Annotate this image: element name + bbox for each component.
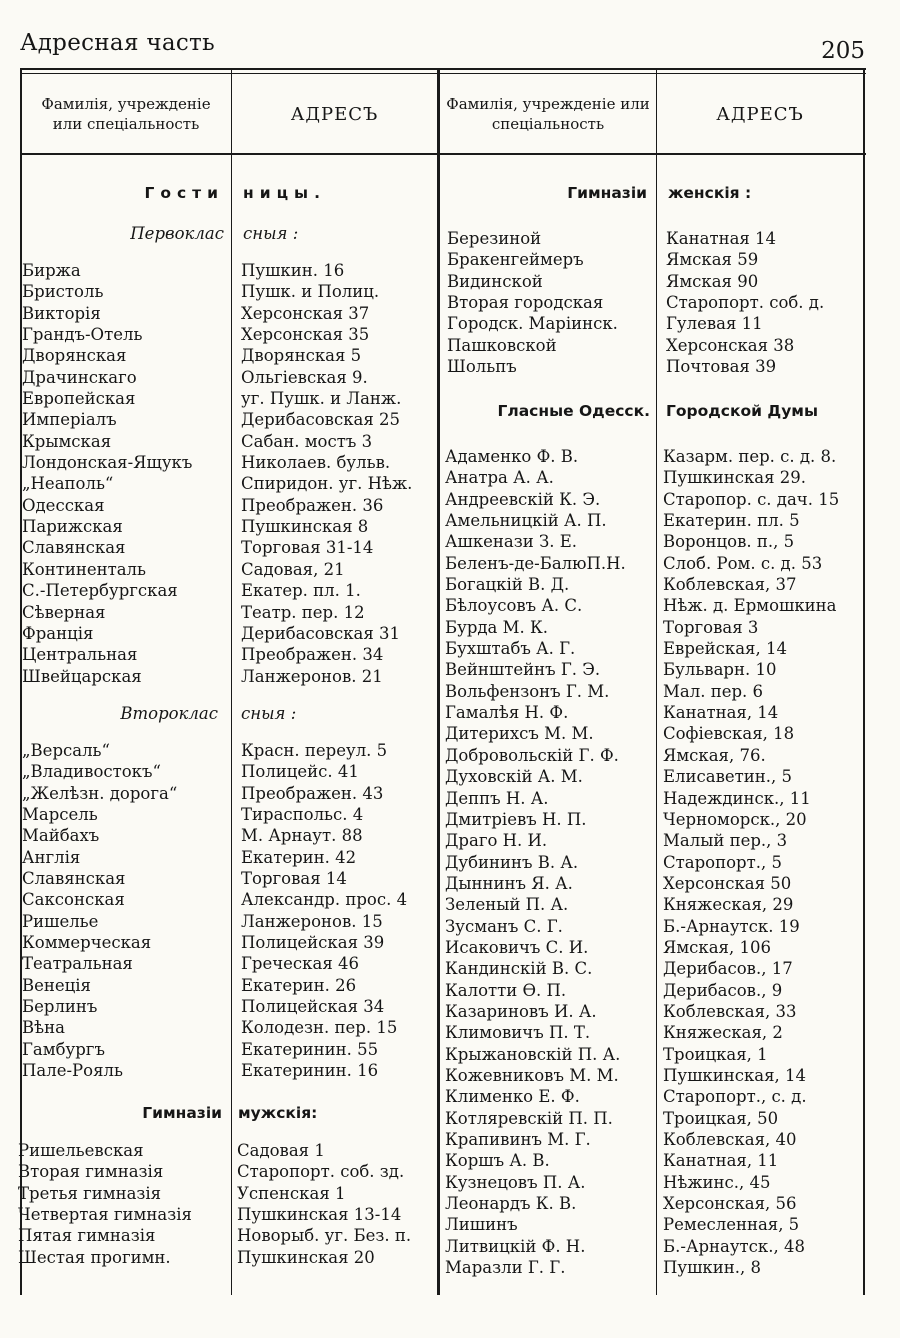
list-item: Шестая прогимн. (18, 1247, 171, 1267)
address-item: Херсонская 35 (241, 325, 370, 345)
councillor-addresses (663, 446, 863, 1278)
list-item: Лишинъ (445, 1215, 518, 1235)
list-item: Добровольскій Г. Ф. (445, 745, 619, 765)
address-item: Коблевская, 37 (663, 575, 797, 595)
hotels-heading-part2: ницы. (243, 184, 326, 202)
list-item: Деппъ Н. А. (445, 788, 549, 808)
second-class-hotel-addresses (241, 740, 437, 1082)
list-item: Берлинъ (22, 997, 98, 1017)
list-item: Духовскій А. М. (445, 767, 583, 787)
address-item: Екатерин. пл. 5 (663, 511, 800, 531)
list-item: Третья гимназія (18, 1183, 162, 1203)
list-item: Кожевниковъ М. М. (445, 1065, 619, 1085)
male-gymnasia-heading-part2: мужскія: (238, 1104, 318, 1122)
first-class-hotel-names (22, 260, 230, 687)
address-item: Екатерин. 26 (241, 975, 357, 995)
councillors-heading-part2: Городской Думы (666, 402, 818, 420)
male-gymnasia-addresses (237, 1140, 436, 1268)
address-item: Канатная, 11 (663, 1151, 779, 1171)
list-item: Дворянская (22, 346, 127, 366)
list-item: Майбахъ (22, 826, 100, 846)
list-item: Пале-Рояль (22, 1061, 123, 1081)
list-item: Сѣверная (22, 602, 106, 622)
list-item: Европейская (22, 389, 136, 409)
list-item: Швейцарская (22, 666, 142, 686)
councillors-heading-part1: Гласные Одесск. (497, 402, 650, 420)
address-item: Пушкин., 8 (663, 1258, 761, 1278)
first-class-subheading-part1: Первоклас (130, 224, 224, 243)
address-item: Княжеская, 29 (663, 895, 794, 915)
list-item: Лондонская-Ящукъ (22, 453, 193, 473)
list-item: Зусманъ С. Г. (445, 916, 563, 936)
address-item: Слоб. Ром. с. д. 53 (663, 553, 823, 573)
address-item: Торговая 14 (241, 869, 347, 889)
address-item: Троицкая, 1 (663, 1044, 768, 1064)
address-item: Канатная, 14 (663, 703, 779, 723)
address-item: Александр. прос. 4 (241, 890, 408, 910)
address-item: Надеждинск., 11 (663, 788, 811, 808)
address-item: Екатерин. 42 (241, 847, 357, 867)
address-item: Херсонская 37 (241, 303, 370, 323)
address-item: Спиридон. уг. Нѣж. (241, 474, 413, 494)
address-item: Нѣж. д. Ермошкина (663, 596, 837, 616)
address-item: Театр. пер. 12 (241, 602, 365, 622)
list-item: Драчинскаго (22, 367, 137, 387)
list-item: Исаковичъ С. И. (445, 937, 589, 957)
address-item: Старопор. с. дач. 15 (663, 489, 840, 509)
address-item: Николаев. бульв. (241, 453, 391, 473)
address-item: Почтовая 39 (666, 357, 777, 377)
list-item: Славянская (22, 538, 126, 558)
list-item: Коммерческая (22, 933, 152, 953)
list-item: Калотти Ѳ. П. (445, 980, 567, 1000)
list-item: Парижская (22, 517, 123, 537)
second-class-subheading-part1: Второклас (120, 704, 218, 723)
list-item: Зеленый П. А. (445, 895, 569, 915)
list-item: Гамбургъ (22, 1039, 105, 1059)
address-item: Херсонская 50 (663, 873, 792, 893)
address-item: Красн. переул. 5 (241, 741, 388, 760)
list-item: Вторая городская (447, 293, 604, 313)
address-item: Дерибасовская 31 (241, 623, 401, 643)
address-item: М. Арнаут. 88 (241, 826, 363, 846)
address-item: Ямская 59 (666, 250, 759, 270)
address-item: Херсонская 38 (666, 335, 795, 355)
address-item: Греческая 46 (241, 954, 359, 974)
right-border (863, 70, 865, 1295)
list-item: Саксонская (22, 890, 125, 910)
list-item: Вольфензонъ Г. М. (445, 681, 610, 701)
male-gymnasia-names (18, 1140, 226, 1268)
list-item: Центральная (22, 645, 138, 665)
list-item: Андреевскій К. Э. (445, 489, 601, 509)
list-item: Крапивинъ М. Г. (445, 1130, 591, 1149)
address-item: Ланжеронов. 15 (241, 911, 383, 931)
address-item: Садовая 1 (237, 1141, 325, 1160)
list-item: С.-Петербургская (22, 581, 178, 601)
address-item: Ремесленная, 5 (663, 1215, 800, 1235)
female-gymnasia-addresses (666, 228, 862, 377)
col-divider-3 (656, 70, 657, 1295)
list-item: Котляревскій П. П. (445, 1108, 613, 1128)
address-item: Екатеринин. 16 (241, 1061, 379, 1081)
address-item: Екатер. пл. 1. (241, 581, 361, 601)
list-item: Драго Н. И. (445, 831, 548, 851)
list-item: Дыннинъ Я. А. (445, 873, 573, 893)
address-item: Колодезн. пер. 15 (241, 1018, 398, 1038)
list-item: Славянская (22, 869, 126, 889)
female-gymnasia-names (447, 228, 655, 377)
page-number: 205 (821, 38, 865, 64)
address-item: Ольгіевская 9. (241, 367, 368, 387)
address-item: Дерибасовская 25 (241, 410, 401, 430)
address-item: Пушкинская 29. (663, 468, 807, 488)
list-item: Шольпъ (447, 357, 517, 377)
address-item: Нѣжинс., 45 (663, 1172, 771, 1192)
list-item: Клименко Е. Ф. (445, 1087, 580, 1107)
address-item: Коблевская, 33 (663, 1001, 797, 1021)
list-item: Бурда М. К. (445, 617, 549, 637)
address-item: Торговая 3 (663, 617, 759, 637)
female-gymnasia-heading-part1: Гимназіи (567, 184, 647, 202)
list-item: „Желѣзн. дорога“ (22, 783, 178, 803)
list-item: „Неаполь“ (22, 474, 114, 494)
name-column-header-left: Фамилія, учрежденіе или спеціальность (41, 95, 211, 133)
male-gymnasia-heading-part1: Гимназіи (142, 1104, 222, 1122)
second-class-hotel-names (22, 740, 230, 1082)
address-item: Пушкинская 13-14 (237, 1205, 402, 1225)
list-item: Одесская (22, 495, 105, 515)
list-item: Бристоль (22, 282, 104, 302)
address-item: Княжеская, 2 (663, 1023, 783, 1043)
address-item: Полицейс. 41 (241, 762, 359, 782)
address-item: Дворянская 5 (241, 346, 362, 366)
address-item: Черноморск., 20 (663, 809, 807, 829)
list-item: Биржа (22, 261, 81, 280)
address-item: Пушк. и Полиц. (241, 282, 380, 302)
list-item: Имперіалъ (22, 410, 117, 430)
address-item: Пушкин. 16 (241, 261, 345, 280)
address-item: Сабан. мостъ 3 (241, 431, 373, 451)
address-item: Б.-Арнаутск. 19 (663, 916, 800, 936)
address-item: Преображен. 36 (241, 495, 384, 515)
list-item: Богацкій В. Д. (445, 575, 570, 595)
address-item: Новорыб. уг. Без. п. (237, 1226, 412, 1246)
list-item: Крымская (22, 431, 112, 451)
list-item: Дитерихсъ М. М. (445, 724, 594, 744)
female-gymnasia-heading-part2: женскія : (668, 184, 752, 202)
list-item: Ришелье (22, 911, 99, 931)
address-item: Садовая, 21 (241, 559, 345, 579)
list-item: Крыжановскій П. А. (445, 1044, 621, 1064)
address-item: Еврейская, 14 (663, 639, 787, 659)
address-item: Старопорт. соб. зд. (237, 1162, 405, 1182)
councillor-names (445, 446, 655, 1278)
address-item: Гулевая 11 (666, 314, 763, 334)
list-item: Кандинскій В. С. (445, 959, 593, 979)
address-item: Старопорт. соб. д. (666, 293, 825, 313)
list-item: Бухштабъ А. Г. (445, 639, 576, 659)
list-item: Коршъ А. В. (445, 1151, 550, 1171)
first-class-hotel-addresses (241, 260, 437, 687)
address-item: Преображен. 43 (241, 783, 384, 803)
list-item: Видинской (447, 271, 543, 291)
address-item: Полицейская 34 (241, 997, 385, 1017)
list-item: Театральная (22, 954, 133, 974)
address-item: Троицкая, 50 (663, 1108, 779, 1128)
list-item: Леонардъ К. В. (445, 1194, 577, 1214)
list-item: Франція (22, 623, 94, 643)
list-item: Бѣлоусовъ А. С. (445, 596, 583, 616)
address-item: Херсонская, 56 (663, 1194, 797, 1214)
address-item: Пушкинская 20 (237, 1247, 375, 1267)
address-column-header-left: АДРЕСЪ (290, 104, 379, 125)
center-divider (437, 70, 440, 1295)
list-item: Четвертая гимназія (18, 1205, 192, 1225)
second-class-subheading-part2: сныя : (241, 704, 297, 723)
list-item: Беленъ-де-БалюП.Н. (445, 553, 626, 573)
list-item: Марсель (22, 805, 98, 825)
list-item: Викторія (22, 303, 101, 323)
hotels-heading-part1: Гости (144, 184, 224, 202)
list-item: Анатра А. А. (445, 468, 554, 488)
list-item: Венеція (22, 975, 91, 995)
list-item: Адаменко Ф. В. (445, 447, 579, 466)
list-item: „Владивостокъ“ (22, 762, 161, 782)
page-title: Адресная часть (20, 30, 215, 56)
address-item: Канатная 14 (666, 229, 777, 248)
list-item: Пашковской (447, 335, 557, 355)
address-item: Ланжеронов. 21 (241, 666, 383, 686)
list-item: Дубининъ В. А. (445, 852, 579, 872)
col-divider-1 (231, 70, 232, 1295)
first-class-subheading-part2: сныя : (243, 224, 299, 243)
address-item: уг. Пушк. и Ланж. (241, 389, 402, 409)
address-item: Полицейская 39 (241, 933, 385, 953)
list-item: Вѣна (22, 1018, 65, 1038)
list-item: Ашкенази З. Е. (445, 532, 578, 552)
address-item: Екатеринин. 55 (241, 1039, 379, 1059)
list-item: Дмитріевъ Н. П. (445, 809, 587, 829)
address-item: Пушкинская 8 (241, 517, 369, 537)
list-item: Пятая гимназія (18, 1226, 156, 1246)
top-rule (20, 68, 866, 70)
address-item: Торговая 31-14 (241, 538, 374, 558)
list-item: Грандъ-Отель (22, 325, 143, 345)
list-item: Гамалѣя Н. Ф. (445, 703, 569, 723)
address-item: Дерибасов., 17 (663, 959, 793, 979)
address-item: Пушкинская, 14 (663, 1065, 807, 1085)
list-item: Ришельевская (18, 1141, 144, 1160)
name-column-header-right: Фамилія, учрежденіе или спеціальность (446, 95, 650, 133)
list-item: Городск. Маріинск. (447, 314, 618, 334)
list-item: Литвицкій Ф. Н. (445, 1236, 586, 1256)
address-item: Старопорт., 5 (663, 852, 782, 872)
address-item: Казарм. пер. с. д. 8. (663, 447, 837, 466)
address-item: Коблевская, 40 (663, 1130, 797, 1149)
address-item: Ямская 90 (666, 271, 759, 291)
list-item: Казариновъ И. А. (445, 1001, 597, 1021)
address-item: Мал. пер. 6 (663, 681, 764, 701)
list-item: Кузнецовъ П. А. (445, 1172, 586, 1192)
list-item: Вейнштейнъ Г. Э. (445, 660, 601, 680)
address-column-header-right: АДРЕСЪ (716, 104, 804, 125)
address-item: Б.-Арнаутск., 48 (663, 1236, 805, 1256)
list-item: Бракенгеймеръ (447, 250, 584, 270)
address-item: Ямская, 76. (663, 745, 766, 765)
address-item: Софіевская, 18 (663, 724, 795, 744)
address-item: Ямская, 106 (663, 937, 771, 957)
list-item: Вторая гимназія (18, 1162, 164, 1182)
address-item: Старопорт., с. д. (663, 1087, 807, 1107)
list-item: Англія (22, 847, 81, 867)
address-item: Елисаветин., 5 (663, 767, 793, 787)
top-rule-inner (20, 73, 866, 74)
address-item: Дерибасов., 9 (663, 980, 783, 1000)
address-item: Преображен. 34 (241, 645, 384, 665)
list-item: „Версаль“ (22, 741, 110, 760)
list-item: Амельницкій А. П. (445, 511, 607, 531)
address-item: Воронцов. п., 5 (663, 532, 795, 552)
address-item: Тираспольс. 4 (241, 805, 364, 825)
header-bottom-rule (20, 153, 866, 155)
list-item: Климовичъ П. Т. (445, 1023, 591, 1043)
address-item: Успенская 1 (237, 1183, 346, 1203)
address-item: Бульварн. 10 (663, 660, 777, 680)
list-item: Березиной (447, 229, 542, 248)
list-item: Маразли Г. Г. (445, 1258, 566, 1278)
list-item: Континенталь (22, 559, 147, 579)
address-item: Малый пер., 3 (663, 831, 788, 851)
